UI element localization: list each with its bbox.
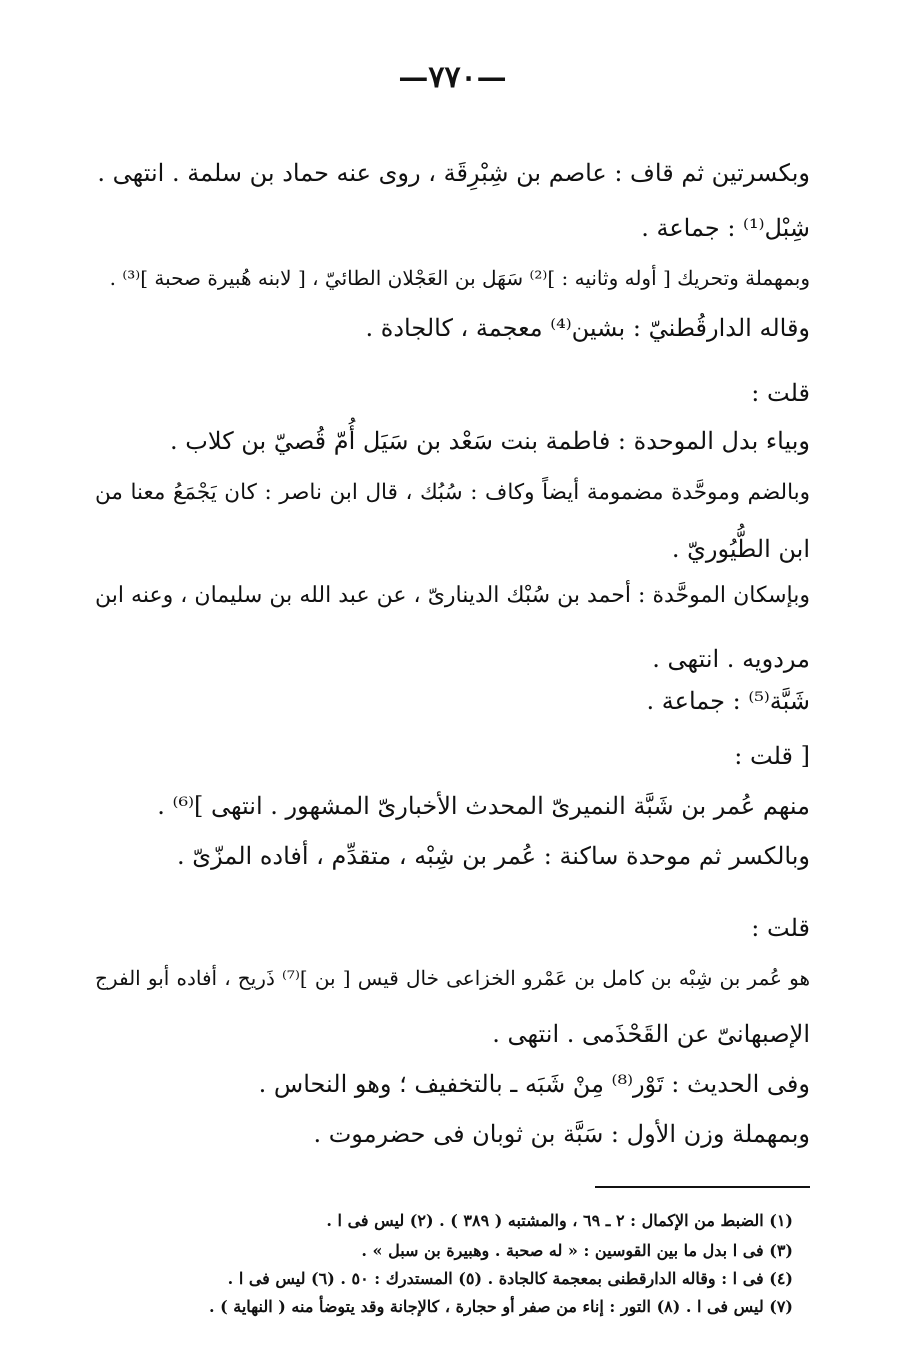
text-line: شِبْل⁽¹⁾ : جماعة . — [641, 214, 810, 242]
text-line: مردويه . انتهى . — [652, 645, 810, 673]
text-line: وبكسرتين ثم قاف : عاصم بن شِبْرِقَة ، روى عنه حماد بن سلمة . انتهى . — [97, 159, 810, 187]
text-line: وبمهملة وتحريك [ أوله وثانيه : ]⁽²⁾ سَهَل بن العَجْلان الطائيّ ، [ لابنه هُبيرة صحبة ]⁽³⁾ . — [109, 266, 810, 290]
text-line: وقاله الدارقُطنيّ : بشين⁽⁴⁾ معجمة ، كالجادة . — [365, 314, 810, 342]
text-line: شَبَّة⁽⁵⁾ : جماعة . — [646, 687, 810, 715]
text-line: وبمهملة وزن الأول : سَبَّة بن ثوبان فى حضرموت . — [313, 1120, 810, 1148]
footnote: (١) الضبط من الإكمال : ٢ ـ ٦٩ ، والمشتبه ( ٣٨٩ ) . (٢) ليس فى ا . — [326, 1211, 793, 1230]
heading-qult: [ قلت : — [734, 742, 810, 770]
footnote: (٣) فى ا بدل ما بين القوسين : « له صحبة . وهبيرة بن سبل » . — [361, 1241, 793, 1260]
heading-qult: قلت : — [751, 914, 810, 942]
text-line: وبالضم وموحَّدة مضمومة أيضاً وكاف : سُبُك ، قال ابن ناصر : كان يَجْمَعُ معنا من — [95, 480, 810, 505]
text-line: ابن الطُّيُوريّ . — [671, 535, 810, 563]
page-number: —٧٧٠— — [398, 60, 507, 95]
footnote: (٤) فى ا : وقاله الدارقطنى بمعجمة كالجادة . (٥) المستدرك : ٥٠ . (٦) ليس فى ا . — [227, 1269, 793, 1288]
text-line: وبإسكان الموحَّدة : أحمد بن سُبْك الدينارىّ ، عن عبد الله بن سليمان ، وعنه ابن — [95, 583, 810, 608]
text-line: وبالكسر ثم موحدة ساكنة : عُمر بن شِبْه ، متقدِّم ، أفاده المزّىّ . — [177, 842, 810, 870]
footnote-divider — [595, 1186, 810, 1188]
text-line: الإصبهانىّ عن القَحْذَمى . انتهى . — [492, 1020, 810, 1048]
heading-qult: قلت : — [751, 379, 810, 407]
text-line: وبياء بدل الموحدة : فاطمة بنت سَعْد بن سَيَل أُمّ قُصيّ بن كلاب . — [170, 427, 810, 455]
footnote: (٧) ليس فى ا . (٨) التور : إناء من صفر أو حجارة ، كالإجانة وقد يتوضأ منه ( النهاية ) . — [208, 1297, 793, 1316]
text-line: هو عُمر بن شِبْه بن كامل بن عَمْرو الخزاعى خال قيس [ بن ]⁽⁷⁾ ذَريح ، أفاده أبو الفرج — [95, 966, 810, 990]
text-line: منهم عُمر بن شَبَّة النميرىّ المحدث الأخبارىّ المشهور . انتهى ]⁽⁶⁾ . — [157, 792, 810, 820]
text-line: وفى الحديث : تَوْر⁽⁸⁾ مِنْ شَبَه ـ بالتخفيف ؛ وهو النحاس . — [258, 1070, 810, 1098]
